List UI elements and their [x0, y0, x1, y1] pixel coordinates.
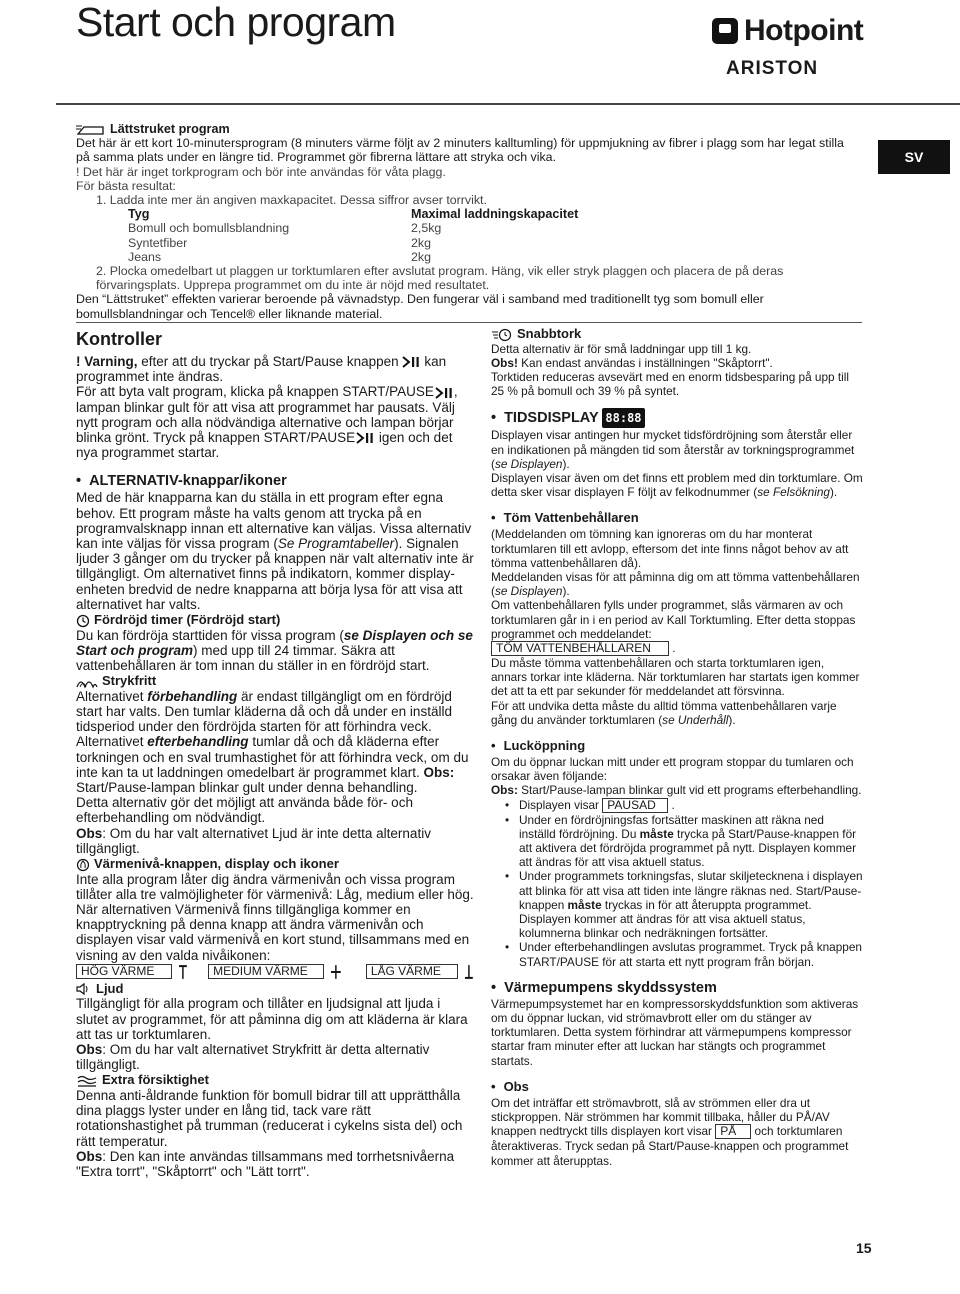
- empty-box-line: TÖM VATTENBEHÅLLAREN .: [491, 641, 863, 656]
- delay-heading: Fördröjd timer (Fördröjd start): [76, 612, 474, 628]
- empty-heading: • Töm Vattenbehållaren: [491, 509, 863, 527]
- brand-top: Hotpoint: [744, 14, 864, 47]
- empty-p2: Meddelanden visas för att påminna dig om att tömma vattenbehållaren (se Displayen).: [491, 570, 860, 599]
- header-divider: [56, 103, 960, 105]
- obs-heading: • Obs: [491, 1078, 863, 1096]
- crease-p1: Alternativet förbehandling är endast tillgängligt om en fördröjd start har valts. Den tumlar kläderna då och då under en inställd tidsperiod under den fördröjda starten för att förhindra veck.: [76, 688, 452, 735]
- easy-iron-step2: 2. Plocka omedelbart ut plaggen ur torktumlaren efter avslutat program. Häng, vik eller stryk plaggen och placera de på deras förvaringsplats. Upprepa programmet om du inte är nöjd med resultatet.: [96, 264, 784, 293]
- page-title: Start och program: [76, 0, 396, 45]
- quick-heading: Snabbtork: [491, 326, 863, 342]
- door-list: [491, 798, 863, 969]
- heat-medium-icon: [330, 964, 342, 980]
- easy-iron-section: [76, 122, 856, 321]
- empty-p1: (Meddelanden om tömning kan ignoreras om du har monterat torktumlaren till ett avlopp, eftersom det inte finns något behov av att tömma vattenbehållaren då).: [491, 527, 849, 570]
- delay-paragraph: Du kan fördröja starttiden för vissa program (se Displayen och se Start och program) med upp till 24 timmar. Säkra att vattenbehållaren är tom innan du ställer in en fördröjd start.: [76, 627, 473, 674]
- empty-p5: För att undvika detta måste du alltid tömma vattenbehållaren varje gång du använder torktumlaren (se Underhåll).: [491, 698, 837, 727]
- extra-obs: Obs: Den kan inte användas tillsammans med torrhetsnivåerna "Extra torrt", "Skåptorrt" och "Lätt torrt".: [76, 1148, 455, 1179]
- heatpump-paragraph: Värmepumpsystemet har en kompressorskyddsfunktion som aktiveras om du öppnar luckan, vid strömavbrott eller om du stänger av torktumlaren. Detta system förhindrar att värmepumpens kompressor startar fram minuter efter att luckan har stängts och programmet startats.: [491, 996, 859, 1068]
- heat-level-row: [76, 964, 474, 980]
- start-pause-icon: [434, 387, 454, 399]
- time-display-heading: • TIDSDISPLAY 88:88: [491, 408, 863, 428]
- heat-low-icon: [464, 964, 474, 980]
- easy-iron-p1: Det här är ett kort 10-minutersprogram (8 minuters värme följt av 2 minuters kalltumling) för uppmjukning av fibrer i plagg som har legat stilla på samma plats under en längre tid. Programmet gör fibrerna lättare att stryka och vika.: [76, 136, 844, 165]
- crease-p4: Obs: Om du har valt alternativet Ljud är inte detta alternativ tillgängligt.: [76, 825, 431, 856]
- start-pause-icon: [355, 432, 375, 444]
- quick-dry-icon: [491, 328, 513, 342]
- warning-paragraph: ! Varning, efter att du tryckar på Start/Pause knappen kan programmet inte ändras.: [76, 354, 447, 385]
- table-cell: Jeans: [128, 249, 162, 264]
- door-heading: • Lucköppning: [491, 737, 863, 755]
- alternativ-paragraph: Med de här knapparna kan du ställa in ett program efter egna behov. Ett program måste ha valts genom att trycka på en programvalsknapp innan ett alternative kan väljas. Vissa alternativ kan inte väljas för vissa program (Se Programtabeller). Signalen ljuder 3 gånger om du trycker på knappen när valt alternativ inte är tillgängligt. Om alternativet finns på indikatorn, kommer display-enheten bredvid de nedre knapparna att börja lysa för att visa att alternativet har valts.: [76, 490, 474, 612]
- empty-p3: Om vattenbehållaren fylls under programmet, slås värmaren av och torktumlaren går in i en period av Kall Torktumling. Efter detta stoppas programmet och meddelandet:: [491, 598, 856, 641]
- crease-heading: Strykfritt: [76, 673, 474, 689]
- easy-iron-p2: Den “Lättstruket” effekten varierar beroende på vävnadstyp. Den fungerar väl i samband med traditionellt tyg som bomull eller bomullsblandningar och Tencel® eller liknande material.: [76, 292, 764, 321]
- easy-iron-heading: Lättstruket program: [76, 122, 856, 136]
- hotpoint-logo-icon: [712, 18, 738, 44]
- list-item: • Under efterbehandlingen avslutas programmet. Tryck på knappen START/PAUSE för att starta ett nytt program från början.: [519, 940, 863, 968]
- sound-paragraph: Tillgängligt för alla program och tillåter en ljudsignal att ljuda i slutet av programmet, för att påminna dig om att kläderna är klara att tas ur torktumlaren.: [76, 996, 468, 1042]
- extra-paragraph: Denna anti-åldrande funktion för bomull bidrar till att upprätthålla dina plaggs lyster under en lång tid, tack vare rätt rotationshastighet på trumman (reducerat i cykelns sista del) och rätt temperatur.: [76, 1087, 463, 1149]
- heat-high-icon: [178, 964, 188, 980]
- list-item: • Under en fördröjningsfas fortsätter maskinen att räkna ned inställd fördröjning. Du måste trycka på Start/Pause-knappen för att aktivera det fördröjda programmet på nytt. Displayen kommer att ändras för att visa aktuell status.: [519, 813, 863, 870]
- section-divider: [76, 322, 862, 323]
- table-head-fabric: Tyg: [128, 207, 150, 222]
- time-display-icon: 88:88: [602, 408, 644, 428]
- table-cell: 2kg: [411, 249, 431, 264]
- start-pause-icon: [401, 356, 421, 368]
- page-number: 15: [856, 1240, 872, 1256]
- on-message: PÅ: [715, 1124, 751, 1139]
- paused-message: PAUSAD: [602, 798, 668, 813]
- extra-heading: Extra försiktighet: [76, 1072, 474, 1088]
- door-p1: Om du öppnar luckan mitt under ett program stoppar du tumlaren och orsakar även följande:: [491, 755, 854, 784]
- time-p1: Displayen visar antingen hur mycket tidsfördröjning som återstår eller en indikationen på mängden tid som återstår av torkningsprogrammet (se Displayen).: [491, 428, 855, 471]
- language-tab: SV: [878, 140, 950, 174]
- heat-medium-label: MEDIUM VÄRME: [208, 964, 324, 979]
- door-p2: Obs: Start/Pause-lampan blinkar gult vid ett programs efterbehandling.: [491, 783, 862, 798]
- empty-p4: Du måste tömma vattenbehållaren och starta torktumlaren igen, annars torkar inte kläderna. När torktumlaren har startats igen kommer det att ta ett par sekunder för meddelandet att försvinna.: [491, 656, 860, 699]
- heat-low-label: LÅG VÄRME: [366, 964, 458, 979]
- heat-high-label: HÖG VÄRME: [76, 964, 172, 979]
- capacity-table: [128, 207, 856, 264]
- clock-icon: [76, 614, 90, 628]
- easy-iron-warning: ! Det här är inget torkprogram och bör inte användas för våta plagg.: [76, 164, 446, 179]
- speaker-icon: [76, 982, 92, 996]
- brand-logo: [712, 14, 872, 84]
- crease-icon: [76, 675, 98, 689]
- alternativ-heading: • ALTERNATIV-knappar/ikoner: [76, 472, 474, 490]
- left-column: [76, 328, 474, 1179]
- thermometer-dial-icon: [76, 858, 90, 872]
- table-cell: Bomull och bomullsblandning: [128, 221, 290, 236]
- obs-paragraph: Om det inträffar ett strömavbrott, slå av strömmen eller dra ut stickproppen. När strömmen har kommit tillbaka, håller du PÅ/AV knappen nedtryckt tills displayen kort visar PÅ och torktumlaren återaktiveras. Tryck sedan på Start/Pause-knappen och programmet kommer att återupptas.: [491, 1095, 849, 1168]
- quick-p1: Detta alternativ är för små laddningar upp till 1 kg.: [491, 341, 752, 356]
- kontroller-heading: Kontroller: [76, 329, 163, 349]
- extra-care-icon: [76, 1074, 98, 1088]
- quick-p3: Torktiden reduceras avsevärt med en enorm tidsbesparing på upp till 25 % på bomull och 39 % på syntet.: [491, 369, 850, 399]
- table-cell: 2kg: [411, 235, 431, 250]
- easy-iron-best: För bästa resultat:: [76, 178, 176, 193]
- table-cell: 2,5kg: [411, 221, 442, 236]
- heatpump-heading: • Värmepumpens skyddssystem: [491, 979, 863, 997]
- empty-tank-message: TÖM VATTENBEHÅLLAREN: [491, 641, 669, 656]
- time-p2: Displayen visar även om det finns ett problem med din torktumlare. Om detta sker visar displayen F följt av felkodnummer (se Felsökning).: [491, 470, 863, 500]
- heat-heading: Värmenivå-knappen, display och ikoner: [76, 856, 474, 872]
- heat-paragraph: Inte alla program låter dig ändra värmenivån och vissa program tillåter alla tre valmöjligheter för värmenivå: Låg, medium eller hög. När alternativen Värmenivå finns tillgängliga kommer en knapptryckning på denna knapp att ändra värmenivån och displayen visar vald värmenivå en kort stund, tillsammans med en visning av den valda nivåikonen:: [76, 871, 474, 963]
- easy-iron-step1: 1. Ladda inte mer än angiven maxkapacitet. Dessa siffror avser torrvikt.: [96, 193, 487, 208]
- list-item: • Under programmets torkningsfas, slutar skiljetecknena i displayen att blinka för att visa att tiden inte längre räknas ned. Start/Pause-knappen måste tryckas in för att återuppta programmet. Displayen kommer att ändras för att visa aktuell status, kolumnerna blinkar och nedräkningen fortsätter.: [519, 869, 863, 940]
- brand-bottom: ARISTON: [726, 58, 819, 79]
- crease-p2: Alternativet efterbehandling tumlar då och då kläderna efter torkningen och en sval trumhastighet för att förhindra veck, om du inte kan ta ut laddningen omedelbart är programmet klart. Obs: Start/Pause-lampan blinkar gult under denna behandling.: [76, 734, 469, 795]
- crease-p3: Detta alternativ gör det möjligt att använda både för- och efterbehandling om nödvändigt.: [76, 795, 413, 826]
- list-item: • Displayen visar PAUSAD .: [519, 798, 863, 813]
- change-paragraph: För att byta valt program, klicka på knappen START/PAUSE , lampan blinkar gult för att visa att programmet har pausats. Välj nytt program och alla nödvändiga alternative och lampan börjar blinka grönt. Tryck på knappen START/PAUSE igen och det nya programmet startar.: [76, 384, 458, 461]
- table-cell: Syntetfiber: [128, 235, 188, 250]
- table-head-capacity: Maximal laddningskapacitet: [411, 207, 579, 222]
- right-column: [491, 326, 863, 1168]
- sound-obs: Obs: Om du har valt alternativet Strykfritt är detta alternativ tillgängligt.: [76, 1041, 430, 1073]
- quick-p2: Obs! Kan endast användas i inställningen "Skåptorrt".: [491, 355, 773, 370]
- sound-heading: Ljud: [76, 981, 474, 997]
- iron-icon: [76, 124, 106, 136]
